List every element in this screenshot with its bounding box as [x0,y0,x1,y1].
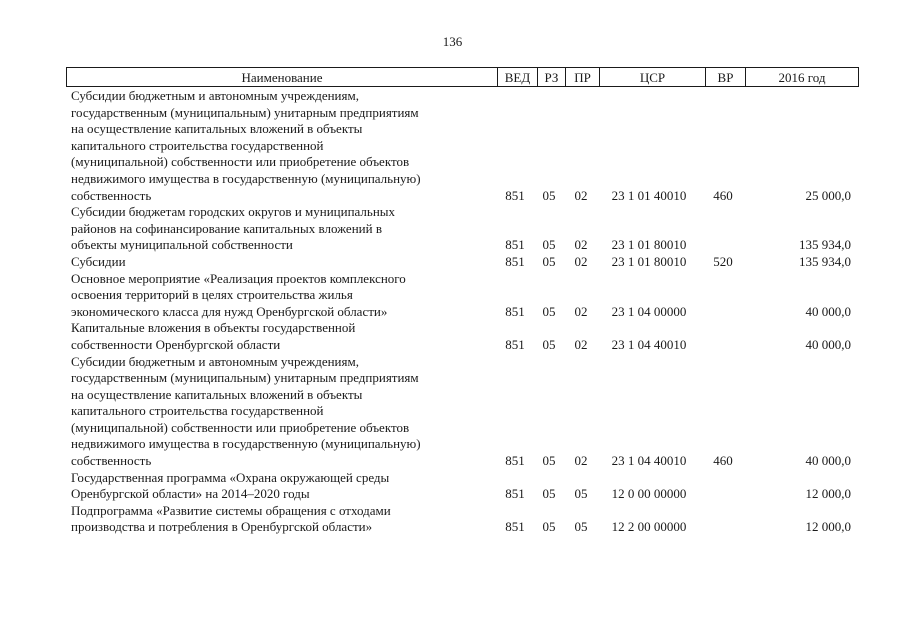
row-pr: 02 [574,237,588,253]
table-row [66,503,859,536]
row-csr: 23 1 04 40010 [611,336,687,352]
row-ved: 851 [505,453,525,469]
row-ved: 851 [505,187,525,203]
table-header [66,67,859,87]
row-csr: 12 0 00 00000 [611,486,687,502]
header-ved: ВЕД [497,68,537,86]
row-name: Субсидии бюджетным и автономным учреждениям, государственным (муниципальным) унитарным предприятиям на осуществление капитальных вложений в объекты капитального строительства государственной (муниципальной) собственности или приобретение объектов недвижимого имущества в государственную (муниципальную) собственность [71,353,421,469]
row-name: Подпрограмма «Развитие системы обращения с отходами производства и потребления в Оренбургской области» [71,502,391,535]
row-name: Субсидии бюджетным и автономным учреждениям, государственным (муниципальным) унитарным предприятиям на осуществление капитальных вложений в объекты капитального строительства государственной (муниципальной) собственности или приобретение объектов недвижимого имущества в государственную (муниципальную) собственность [71,88,421,203]
row-vr: 460 [713,453,733,469]
row-rz: 05 [542,486,556,502]
row-csr: 23 1 01 40010 [611,187,687,203]
row-rz: 05 [542,453,556,469]
row-sum: 40 000,0 [805,303,851,319]
page-number: 136 [442,34,463,49]
row-csr: 23 1 01 80010 [611,253,687,269]
row-csr: 12 2 00 00000 [611,519,687,535]
row-csr: 23 1 01 80010 [611,237,687,253]
header-csr: ЦСР [599,68,705,86]
row-name: Капитальные вложения в объекты государственной собственности Оренбургской области [71,320,356,352]
row-name: Субсидии бюджетам городских округов и муниципальных районов на софинансирование капитальных вложений в объекты муниципальной собственности [71,204,396,253]
row-csr: 23 1 04 40010 [611,453,687,469]
row-pr: 02 [574,336,588,352]
row-sum: 25 000,0 [805,187,851,203]
row-rz: 05 [542,187,556,203]
table-row [66,88,859,204]
table-row [66,354,859,470]
table-row [66,320,859,353]
row-csr: 23 1 04 00000 [611,303,687,319]
row-pr: 02 [574,303,588,319]
row-pr: 02 [574,187,588,203]
row-sum: 135 934,0 [799,237,851,253]
table-row [66,470,859,503]
header-year: 2016 год [745,68,858,86]
row-ved: 851 [505,253,525,269]
row-name: Государственная программа «Охрана окружающей среды Оренбургской области» на 2014–2020 годы [71,469,390,502]
table-row [66,271,859,321]
table-row [66,204,859,254]
row-name: Основное мероприятие «Реализация проектов комплексного освоения территорий в целях строительства жилья экономического класса для нужд Оренбургской области» [71,270,406,319]
row-rz: 05 [542,336,556,352]
row-sum: 12 000,0 [805,486,851,502]
row-ved: 851 [505,237,525,253]
row-rz: 05 [542,237,556,253]
row-rz: 05 [542,519,556,535]
row-pr: 05 [574,519,588,535]
row-pr: 05 [574,486,588,502]
table-row [66,254,859,271]
row-ved: 851 [505,336,525,352]
row-ved: 851 [505,486,525,502]
header-vr: ВР [705,68,745,86]
table-body [66,88,859,536]
row-pr: 02 [574,453,588,469]
row-pr: 02 [574,253,588,269]
header-name: Наименование [241,70,323,85]
row-vr: 520 [713,253,733,269]
row-vr: 460 [713,187,733,203]
row-sum: 135 934,0 [799,253,851,269]
header-rz: РЗ [537,68,565,86]
row-sum: 40 000,0 [805,453,851,469]
row-rz: 05 [542,253,556,269]
row-ved: 851 [505,519,525,535]
row-sum: 40 000,0 [805,336,851,352]
header-pr: ПР [565,68,599,86]
row-sum: 12 000,0 [805,519,851,535]
row-name: Субсидии [71,253,126,269]
row-rz: 05 [542,303,556,319]
row-ved: 851 [505,303,525,319]
